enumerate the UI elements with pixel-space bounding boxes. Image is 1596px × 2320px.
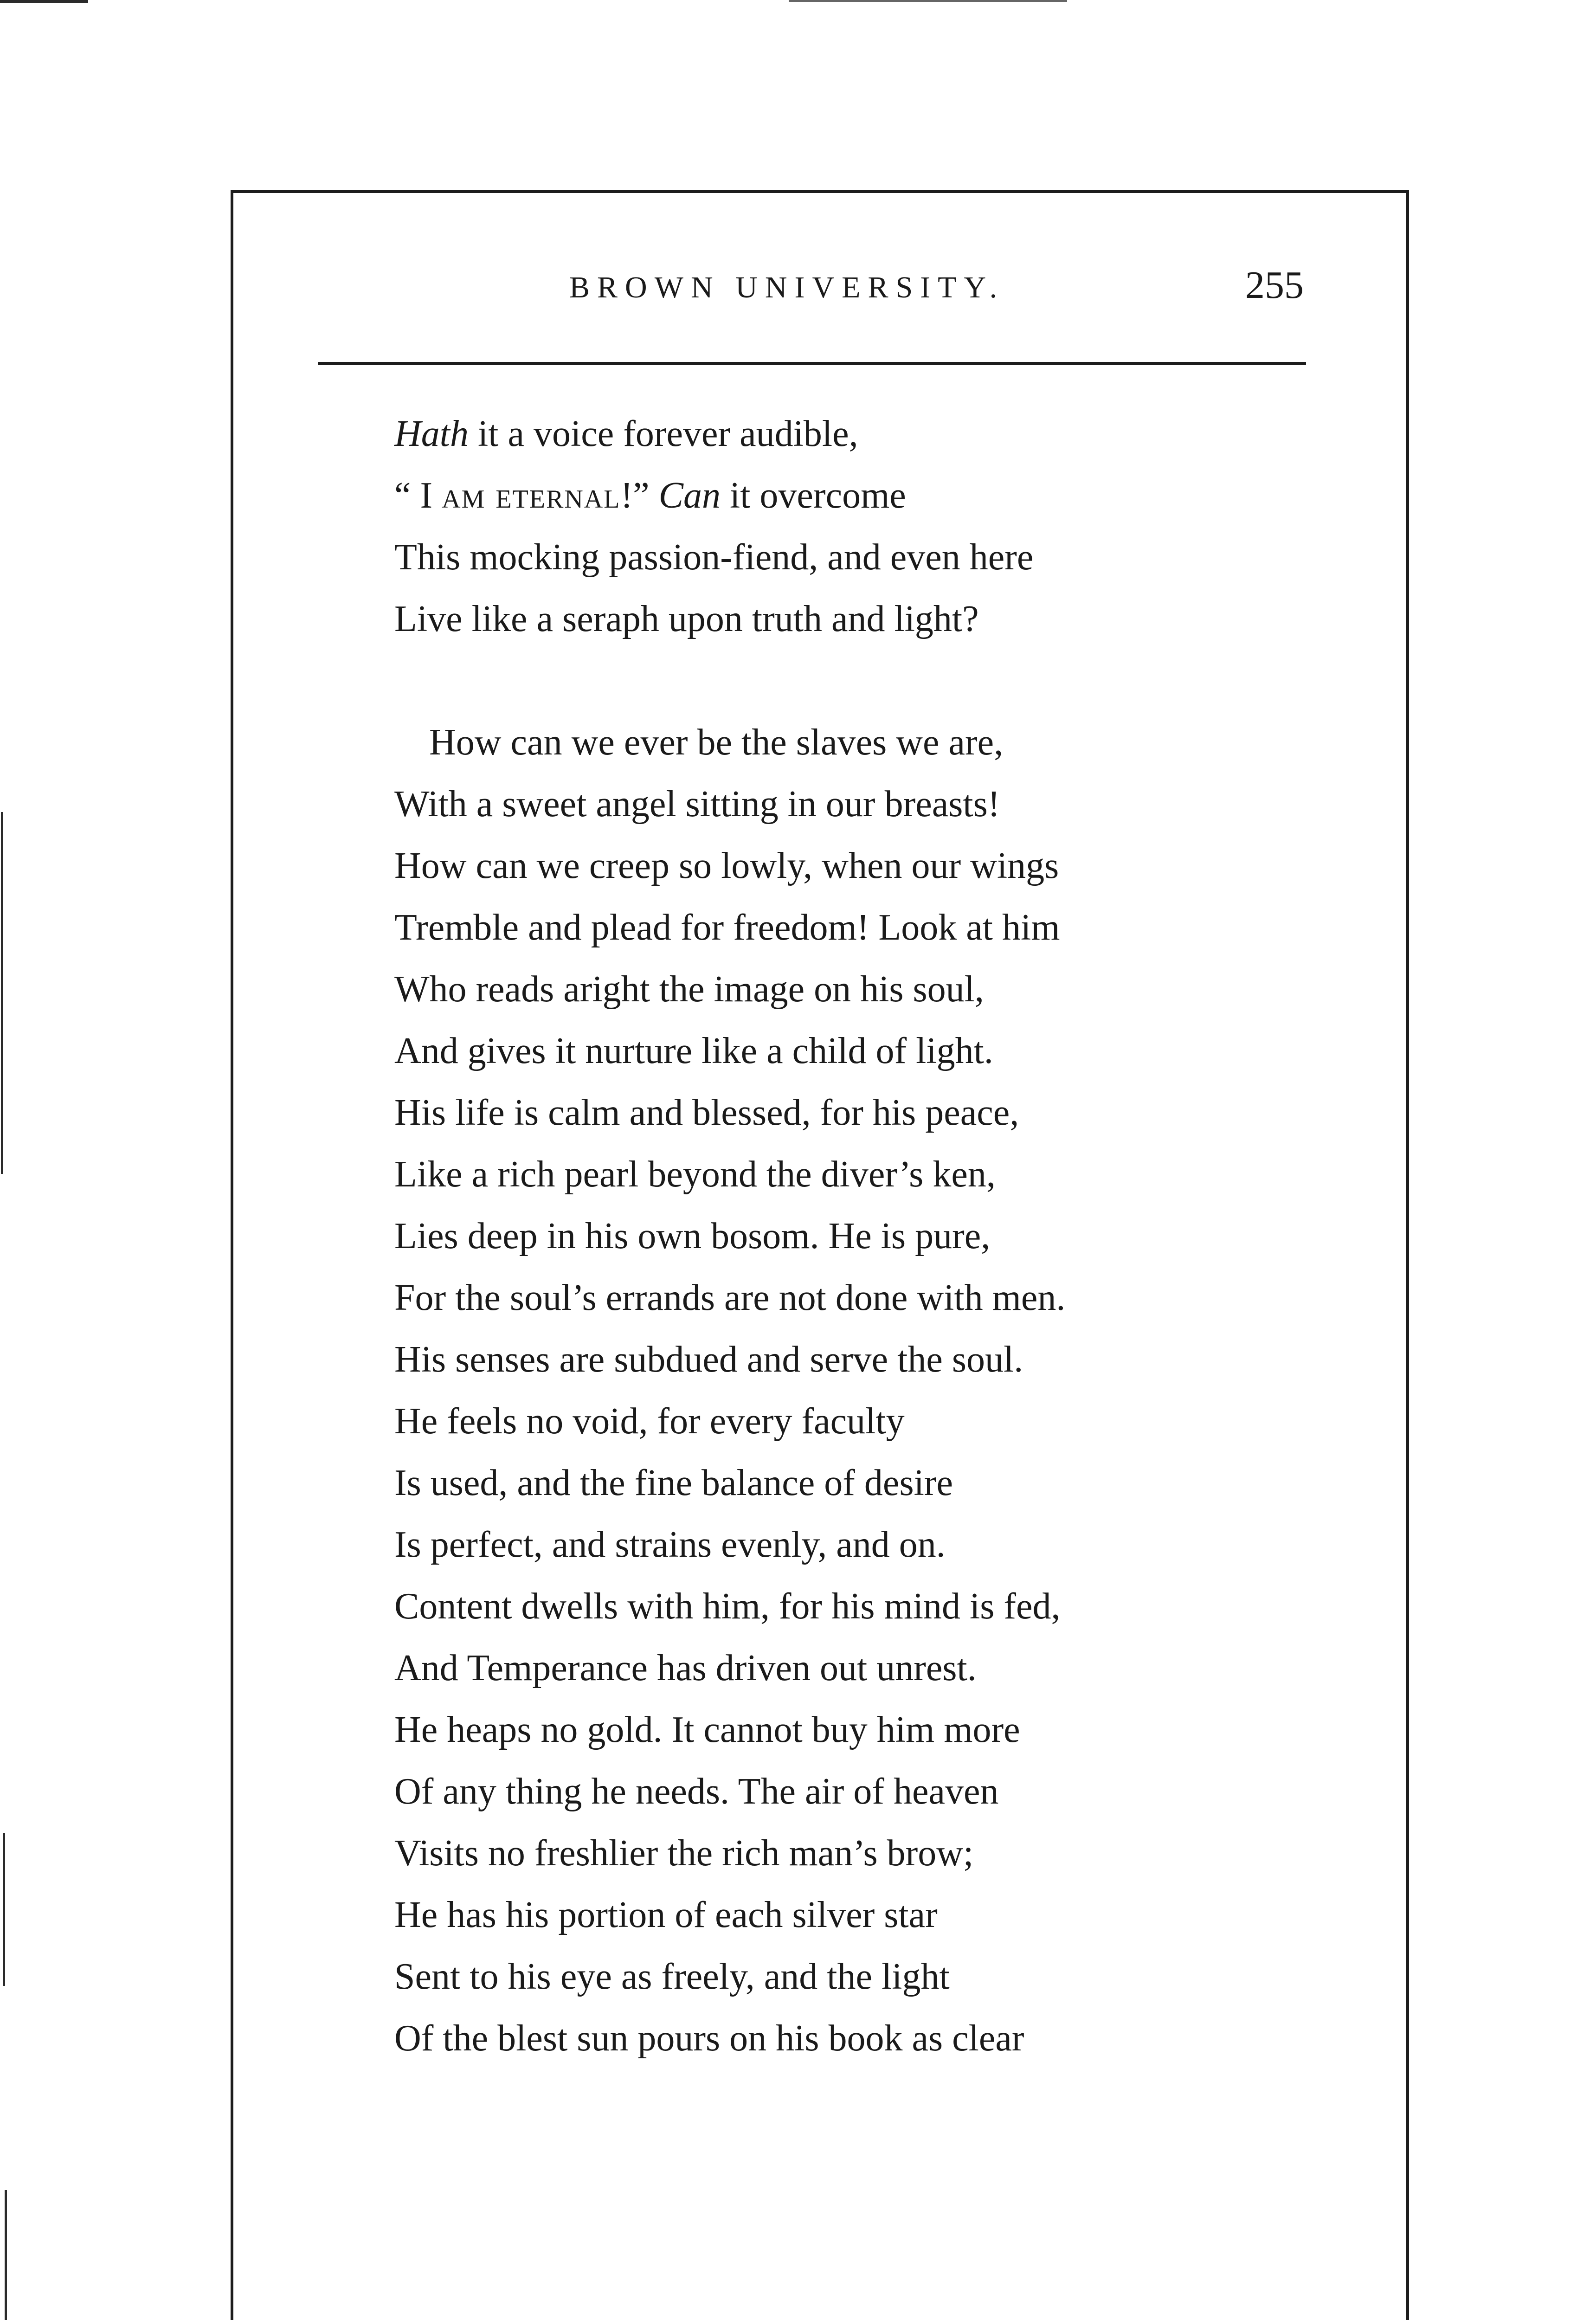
- poem-line: Sent to his eye as freely, and the light: [394, 1956, 950, 1997]
- poem-line: How can we ever be the slaves we are,: [429, 722, 1004, 763]
- poem-line: This mocking passion-fiend, and even here: [394, 537, 1034, 578]
- poem-line: Live like a seraph upon truth and light?: [394, 599, 979, 639]
- small-caps-text: am eternal: [442, 475, 621, 516]
- open-quote: “ I: [394, 475, 442, 516]
- scan-mark-left-edge-1: [1, 812, 3, 1174]
- poem-line: And gives it nurture like a child of light.: [394, 1031, 993, 1071]
- scan-mark-top-center: [789, 0, 1067, 2]
- page-number: 255: [1245, 264, 1304, 307]
- running-title: BROWN UNIVERSITY.: [569, 271, 1005, 304]
- poem-line: Is perfect, and strains evenly, and on.: [394, 1524, 946, 1565]
- poem-line: He feels no void, for every faculty: [394, 1401, 905, 1442]
- poem-line: How can we creep so lowly, when our wings: [394, 845, 1059, 886]
- poem-line: Tremble and plead for freedom! Look at him: [394, 907, 1060, 948]
- poem-line: [394, 470, 906, 521]
- poem-line: Is used, and the fine balance of desire: [394, 1463, 953, 1503]
- scan-mark-top-left: [0, 0, 88, 3]
- italic-word: Hath: [394, 413, 469, 454]
- poem-line: Who reads aright the image on his soul,: [394, 969, 984, 1010]
- close-quote: !”: [620, 475, 659, 516]
- poem-line: He heaps no gold. It cannot buy him more: [394, 1709, 1020, 1750]
- poem-line: Like a rich pearl beyond the diver’s ken,: [394, 1154, 996, 1195]
- header-rule: [318, 362, 1306, 365]
- poem-line: Content dwells with him, for his mind is fed,: [394, 1586, 1061, 1627]
- italic-word: Can: [658, 475, 721, 516]
- poem-line: His senses are subdued and serve the soul.: [394, 1339, 1023, 1380]
- poem-line: [394, 408, 858, 459]
- poem-line: Of the blest sun pours on his book as clear: [394, 2018, 1024, 2059]
- poem-line: Lies deep in his own bosom. He is pure,: [394, 1216, 991, 1257]
- poem-line: With a sweet angel sitting in our breasts!: [394, 784, 1000, 825]
- line-text: it a voice forever audible,: [469, 413, 858, 454]
- scan-mark-left-edge-2: [3, 1833, 5, 1986]
- poem-line: For the soul’s errands are not done with men.: [394, 1277, 1066, 1318]
- poem-line: He has his portion of each silver star: [394, 1895, 938, 1935]
- poem-line: Visits no freshlier the rich man’s brow;: [394, 1833, 974, 1874]
- scan-mark-left-edge-3: [5, 2190, 7, 2320]
- poem-line: Of any thing he needs. The air of heaven: [394, 1771, 999, 1812]
- line-text: it overcome: [720, 475, 906, 516]
- poem-line: And Temperance has driven out unrest.: [394, 1648, 977, 1688]
- poem-line: His life is calm and blessed, for his peace,: [394, 1092, 1019, 1133]
